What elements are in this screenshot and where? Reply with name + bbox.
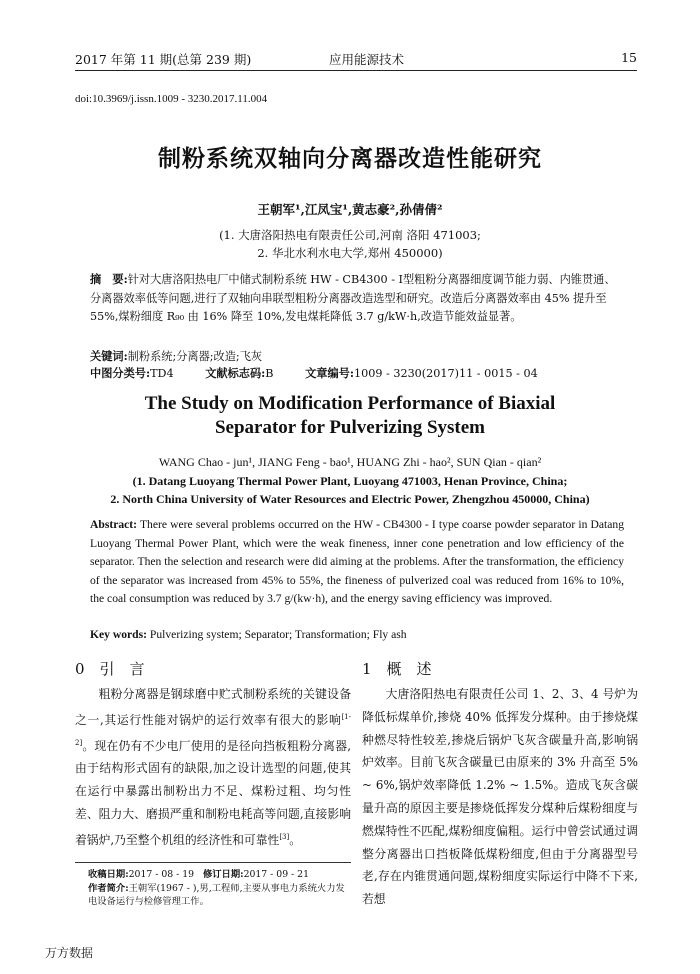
title-english-line1: The Study on Modification Performance of Biaxial [144, 393, 556, 414]
issue-info: 2017 年第 11 期(总第 239 期) [75, 52, 252, 67]
abstract-text-cn: 针对大唐洛阳热电厂中储式制粉系统 HW - CB4300 - Ⅰ型粗粉分离器细度调节能力弱、内锥贯通、分离器效率低等问题,进行了双轴向串联型粗粉分离器改造选型和研究。改造后分离器效率由 45% 提升至 55%,煤粉细度 R₉₀ 由 16% 降至 10%,发电煤耗降低 3.7 g/kW·h,改造节能效益显著。 [90, 273, 616, 323]
watermark-wanfang: 万方数据 [45, 946, 94, 960]
citation-3[interactable]: [3] [279, 832, 290, 841]
doc-code-label: 文献标志码: [205, 366, 266, 380]
abstract-text-en: There were several problems occurred on the HW - CB4300 - I type coarse powder separator in Datang Luoyang Thermal Power Plant, which were the weak fineness, inner cone penetration and low efficiency of the separator. Then the selection and research were did aiming at the problems. After the transformation, the efficiency of the separator was increased from 45% to 55%, the fineness of pulverized coal was reduced from 16% to 10%, the coal consumption was reduced by 3.7 g/(kw·h), and the energy saving efficiency was improved. [90, 518, 624, 606]
journal-name: 应用能源技术 [329, 52, 405, 67]
author-bio-label: 作者简介: [88, 882, 129, 894]
revised-date: 2017 - 09 - 21 [243, 869, 309, 880]
title-english-line2: Separator for Pulverizing System [214, 417, 485, 438]
intro-text: 粗粉分离器是钢球磨中贮式制粉系统的关键设备之一,其运行性能对锅炉的运行效率有很大的影响 [75, 687, 351, 727]
intro-text-end: 。 [289, 832, 302, 847]
clc-value: TD4 [150, 367, 174, 380]
received-date: 2017 - 08 - 19 [128, 869, 195, 880]
footnote-divider [75, 862, 351, 863]
keywords-label-cn: 关键词: [90, 349, 128, 363]
affiliation-chinese-1: (1. 大唐洛阳热电有限责任公司,河南 洛阳 471003; [219, 228, 481, 242]
classification-line [90, 365, 630, 381]
section-heading-overview: 1 概 述 [362, 660, 432, 678]
column-right [362, 683, 638, 911]
revised-label: 修订日期: [202, 869, 244, 880]
title-chinese: 制粉系统双轴向分离器改造性能研究 [158, 145, 542, 172]
footnote-author [88, 882, 351, 909]
author-bio: 王朝军(1967 - ),男,工程师,主要从事电力系统火力发电设备运行与检修管理工作。 [88, 882, 345, 907]
keywords-english [90, 628, 407, 641]
intro-text-cont: 。现在仍有不少电厂使用的是径向挡板粗粉分离器,由于结构形式固有的缺限,加之设计选型的问题,使其在运行中暴露出制粉出力不足、煤粉过粗、均匀性差、阻力大、磨损严重和制粉电耗高等问题,直接影响着锅炉,乃至整个机组的经济性和可靠性 [75, 738, 351, 847]
authors-chinese: 王朝军¹,江凤宝¹,黄志豪²,孙倩倩² [257, 202, 443, 217]
overview-paragraph: 大唐洛阳热电有限责任公司 1、2、3、4 号炉为降低标煤单价,掺烧 40% 低挥发分煤种。由于掺烧煤种燃尽特性较差,掺烧后锅炉飞灰含碳量升高,影响锅炉效率。目前飞灰含碳量已由原来的 3% 升高至 5% ~ 6%,锅炉效率降低 1.2% ~ 1.5%。造成飞灰含碳量升高的原因主要是掺烧低挥发分煤种后煤粉细度与燃煤特性不匹配,煤粉细度偏粗。运行中曾尝试通过调整分离器出口挡板降低煤粉细度,但由于分离器型号老,存在内锥贯通问题,煤粉细度实际运行中降不下来,若想 [362, 687, 638, 907]
affiliation-chinese-2: 2. 华北水利水电大学,郑州 450000) [257, 246, 443, 260]
clc-label: 中图分类号: [90, 366, 151, 380]
article-number-label: 文章编号: [305, 366, 354, 380]
page-number: 15 [621, 50, 637, 65]
abstract-chinese [90, 270, 620, 327]
affiliation-english-2: 2. North China University of Water Resources and Electric Power, Zhengzhou 450000, China) [110, 492, 590, 506]
abstract-label-cn: 摘 要: [90, 272, 128, 286]
citation-1-2[interactable]: [1-2] [75, 712, 351, 747]
title-english [0, 392, 700, 440]
intro-paragraph [75, 683, 351, 851]
doi: doi:10.3969/j.issn.1009 - 3230.2017.11.004 [75, 93, 268, 105]
section-heading-introduction: 0 引 言 [75, 660, 145, 678]
authors-english: WANG Chao - jun¹, JIANG Feng - bao¹, HUANG Zhi - hao², SUN Qian - qian² [158, 455, 542, 469]
article-number-value: 1009 - 3230(2017)11 - 0015 - 04 [353, 367, 538, 380]
keywords-chinese [90, 348, 262, 364]
footnote-dates [88, 868, 351, 882]
running-header [75, 48, 637, 71]
footnote [88, 868, 351, 909]
affiliation-english-1: (1. Datang Luoyang Thermal Power Plant, Luoyang 471003, Henan Province, China; [132, 474, 568, 488]
keywords-text-en: Pulverizing system; Separator; Transformation; Fly ash [149, 628, 407, 641]
doc-code-value: B [265, 367, 274, 380]
keywords-label-en: Key words: [90, 628, 147, 641]
keywords-text-cn: 制粉系统;分离器;改造;飞灰 [127, 350, 263, 363]
abstract-label-en: Abstract: [90, 518, 138, 531]
column-left [75, 683, 351, 851]
abstract-english [90, 516, 624, 609]
received-label: 收稿日期: [88, 869, 129, 880]
